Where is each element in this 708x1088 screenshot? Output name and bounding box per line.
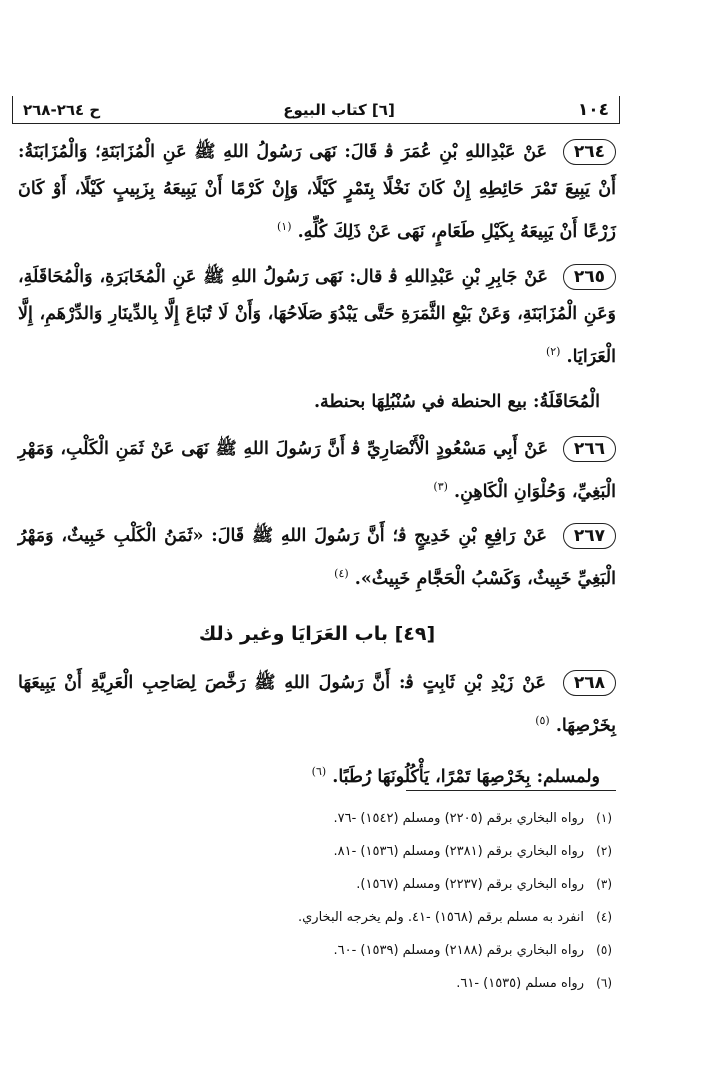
hadith-number: ٢٦٥ (563, 264, 616, 290)
hadith-range: ح ٢٦٤-٢٦٨ (23, 100, 101, 119)
footnote-text: رواه البخاري برقم (٢٢٣٧) ومسلم (١٥٦٧). (356, 877, 584, 892)
footnote-item (112, 835, 612, 868)
hadith-text: عَنْ أَبِي مَسْعُودٍ الْأَنْصَارِيِّ ﭬ أَنَّ رَسُولَ اللهِ ﷺ نَهَى عَنْ ثَمَنِ الْكَلْبِ، وَمَهْرِ الْبَغِيِّ، وَحُلْوَانِ الْكَاهِنِ. (18, 438, 616, 502)
footnote-number: (٥) (596, 943, 612, 957)
footnote-item (112, 967, 612, 1000)
footnote-ref: (١) (276, 220, 292, 233)
hadith-number: ٢٦٤ (563, 139, 616, 165)
definition-note: الْمُحَاقَلَةُ: بيع الحنطة في سُنْبُلِهَا بحنطة. (313, 391, 600, 412)
footnote-ref: (٥) (535, 714, 550, 728)
book-title: [٦] كتاب البيوع (283, 100, 395, 119)
footnote-number: (١) (596, 811, 612, 825)
hadith-number: ٢٦٧ (563, 523, 616, 549)
hadith-264 (18, 134, 616, 251)
footnote-ref: (٣) (433, 479, 448, 493)
footnote-ref: (٤) (334, 567, 349, 581)
chapter-title: [٤٩] باب العَرَايَا وغير ذلك (198, 623, 436, 646)
footnote-text: رواه البخاري برقم (٢٢٠٥) ومسلم (١٥٤٢) -٧٦. (333, 811, 584, 826)
footnote-number: (٢) (596, 844, 612, 858)
hadith-number: ٢٦٦ (563, 436, 616, 462)
footnote-number: (٣) (596, 877, 612, 891)
hadith-265 (18, 259, 616, 376)
footnote-divider (406, 790, 616, 791)
footnote-text: رواه البخاري برقم (٢١٨٨) ومسلم (١٥٣٩) -٦٠. (333, 943, 584, 958)
footnote-item (112, 802, 612, 835)
page-header (12, 96, 620, 124)
footnote-ref: (٢) (545, 344, 561, 358)
footnotes (112, 802, 612, 1000)
footnote-number: (٤) (596, 910, 612, 924)
hadith-number: ٢٦٨ (563, 670, 616, 696)
hadith-text: عَنْ جَابِرِ بْنِ عَبْدِاللهِ ﭬ قال: نَهَى رَسُولُ اللهِ ﷺ عَنِ الْمُخَابَرَةِ، وَالْمُحَاقَلَةِ، وَعَنِ الْمُزَابَنَةِ، وَعَنْ بَيْعِ الثَّمَرَةِ حَتَّى يَبْدُوَ صَلَاحُهَا، وَأَنْ لَا تُبَاعَ إِلَّا بِالدِّينَارِ وَالدِّرْهَمِ، إِلَّا الْعَرَايَا. (18, 266, 616, 367)
footnote-text: رواه البخاري برقم (٢٣٨١) ومسلم (١٥٣٦) -٨١. (333, 844, 584, 859)
footnote-item (112, 868, 612, 901)
hadith-267 (18, 518, 616, 598)
page-body (18, 134, 616, 813)
footnote-number: (٦) (596, 976, 612, 990)
hadith-text: عَنْ رَافِعِ بْنِ خَدِيجٍ ﭬ؛ أَنَّ رَسُولَ اللهِ ﷺ قَالَ: «ثَمَنُ الْكَلْبِ خَبِيثٌ، وَمَهْرُ الْبَغِيِّ خَبِيثٌ، وَكَسْبُ الْحَجَّامِ خَبِيثٌ». (18, 526, 616, 590)
footnote-text: رواه مسلم (١٥٣٥) -٦١. (456, 976, 584, 991)
footnote-text: انفرد به مسلم برقم (١٥٦٨) -٤١. ولم يخرجه البخاري. (298, 910, 584, 925)
footnote-item (112, 934, 612, 967)
hadith-266 (18, 431, 616, 511)
hadith-text: عَنْ زَيْدِ بْنِ ثَابِتٍ ﭬ: أَنَّ رَسُولَ اللهِ ﷺ رَخَّصَ لِصَاحِبِ الْعَرِيَّةِ أَنْ يَبِيعَهَا بِخَرْصِهَا. (18, 673, 616, 737)
footnote-ref: (٦) (311, 765, 327, 779)
footnote-item (112, 901, 612, 934)
muslim-text: ولمسلم: بِخَرْصِهَا تَمْرًا، يَأْكُلُونَهَا رُطَبًا. (332, 766, 600, 787)
hadith-268 (18, 665, 616, 745)
page-number: ١٠٤ (577, 99, 609, 120)
hadith-text: عَنْ عَبْدِاللهِ بْنِ عُمَرَ ﭬ قَالَ: نَهَى رَسُولُ اللهِ ﷺ عَنِ الْمُزَابَنَةِ؛ وَالْمُزَابَنَةُ: أَنْ يَبِيعَ تَمْرَ حَائِطِهِ إِنْ كَانَ نَخْلًا بِتَمْرٍ كَيْلًا، وَإِنْ كَرْمًا أَنْ يَبِيعَهُ بِزَبِيبٍ كَيْلًا، أَوْ كَانَ زَرْعًا أَنْ يَبِيعَهُ بِكَيْلِ طَعَامٍ، نَهَى عَنْ ذَلِكَ كُلِّهِ. (18, 142, 616, 242)
